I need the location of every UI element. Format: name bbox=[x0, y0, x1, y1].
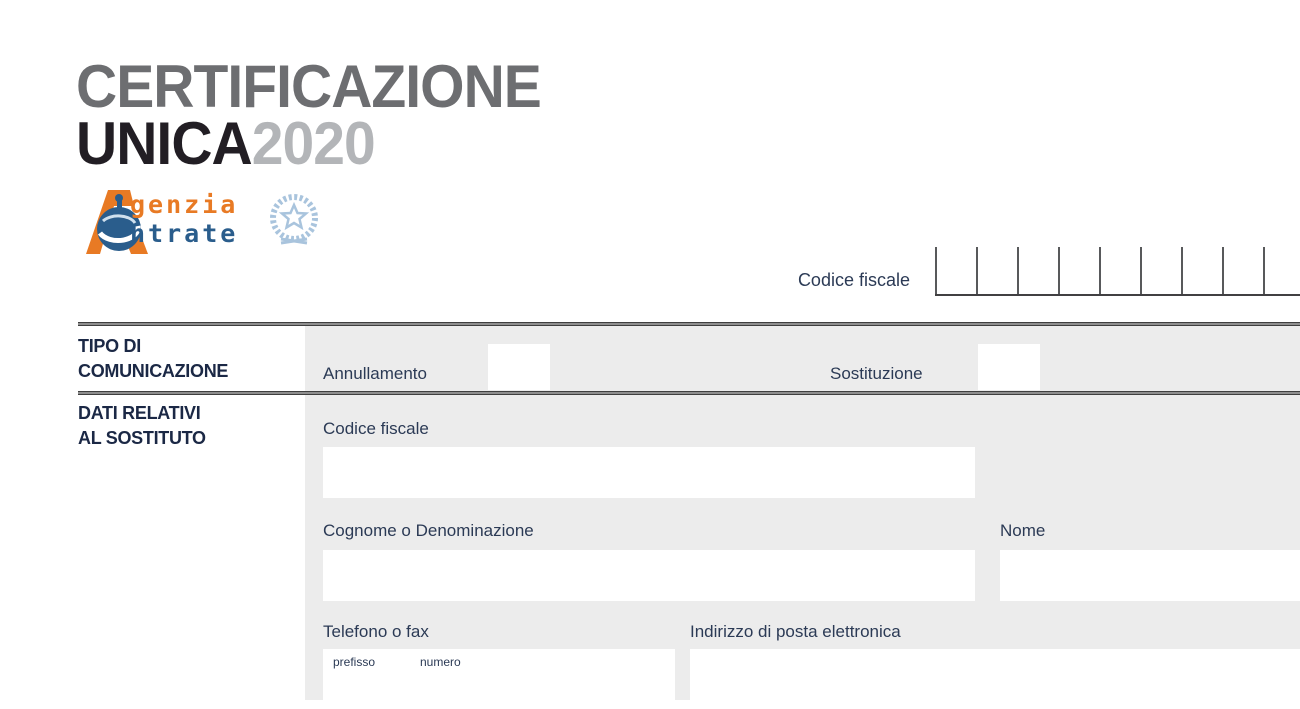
section-title-line2: AL SOSTITUTO bbox=[78, 428, 206, 448]
comb-cell[interactable] bbox=[935, 247, 976, 294]
section-title-dati-sostituto bbox=[78, 401, 303, 451]
section-title-line1: TIPO DI bbox=[78, 336, 141, 356]
cognome-denominazione-input[interactable] bbox=[323, 550, 975, 601]
nome-input[interactable] bbox=[1000, 550, 1300, 601]
email-label: Indirizzo di posta elettronica bbox=[690, 622, 901, 641]
agency-name-bottom: ntrate bbox=[130, 219, 239, 248]
section-title-line1: DATI RELATIVI bbox=[78, 403, 201, 423]
form-title-word: UNICA bbox=[76, 110, 252, 177]
cognome-denominazione-label: Cognome o Denominazione bbox=[323, 521, 534, 540]
agenzia-entrate-logo bbox=[76, 186, 406, 256]
comb-cell[interactable] bbox=[1058, 247, 1099, 294]
comb-cell[interactable] bbox=[1263, 247, 1300, 294]
form-title-year: 2020 bbox=[251, 110, 375, 177]
numero-sublabel: numero bbox=[420, 655, 461, 669]
form-masthead bbox=[76, 53, 565, 177]
italian-republic-emblem-icon bbox=[265, 189, 323, 251]
nome-label: Nome bbox=[1000, 521, 1046, 540]
codice-fiscale-header-label: Codice fiscale bbox=[797, 270, 910, 290]
annullamento-label: Annullamento bbox=[323, 364, 427, 383]
comb-cell[interactable] bbox=[1222, 247, 1263, 294]
annullamento-checkbox[interactable] bbox=[488, 344, 550, 390]
telefono-fax-label: Telefono o fax bbox=[323, 622, 429, 641]
codice-fiscale-field-label: Codice fiscale bbox=[323, 419, 429, 438]
comb-cell[interactable] bbox=[1181, 247, 1222, 294]
comb-cell[interactable] bbox=[1140, 247, 1181, 294]
comb-cell[interactable] bbox=[1099, 247, 1140, 294]
codice-fiscale-input[interactable] bbox=[323, 447, 975, 498]
section-title-line2: COMUNICAZIONE bbox=[78, 361, 229, 381]
sostituzione-label: Sostituzione bbox=[830, 364, 923, 383]
comb-cell[interactable] bbox=[1017, 247, 1058, 294]
comb-cell[interactable] bbox=[976, 247, 1017, 294]
sostituzione-checkbox[interactable] bbox=[978, 344, 1040, 390]
telefono-fax-input[interactable] bbox=[323, 649, 675, 709]
tipo-comunicazione-panel bbox=[305, 326, 1300, 391]
codice-fiscale-comb[interactable] bbox=[935, 247, 1300, 296]
form-title-line1: CERTIFICAZIONE bbox=[76, 53, 541, 120]
prefisso-sublabel: prefisso bbox=[333, 655, 376, 669]
email-input[interactable] bbox=[690, 649, 1300, 709]
section-title-tipo-comunicazione bbox=[78, 334, 303, 384]
agency-name-top: genzia bbox=[130, 190, 239, 219]
